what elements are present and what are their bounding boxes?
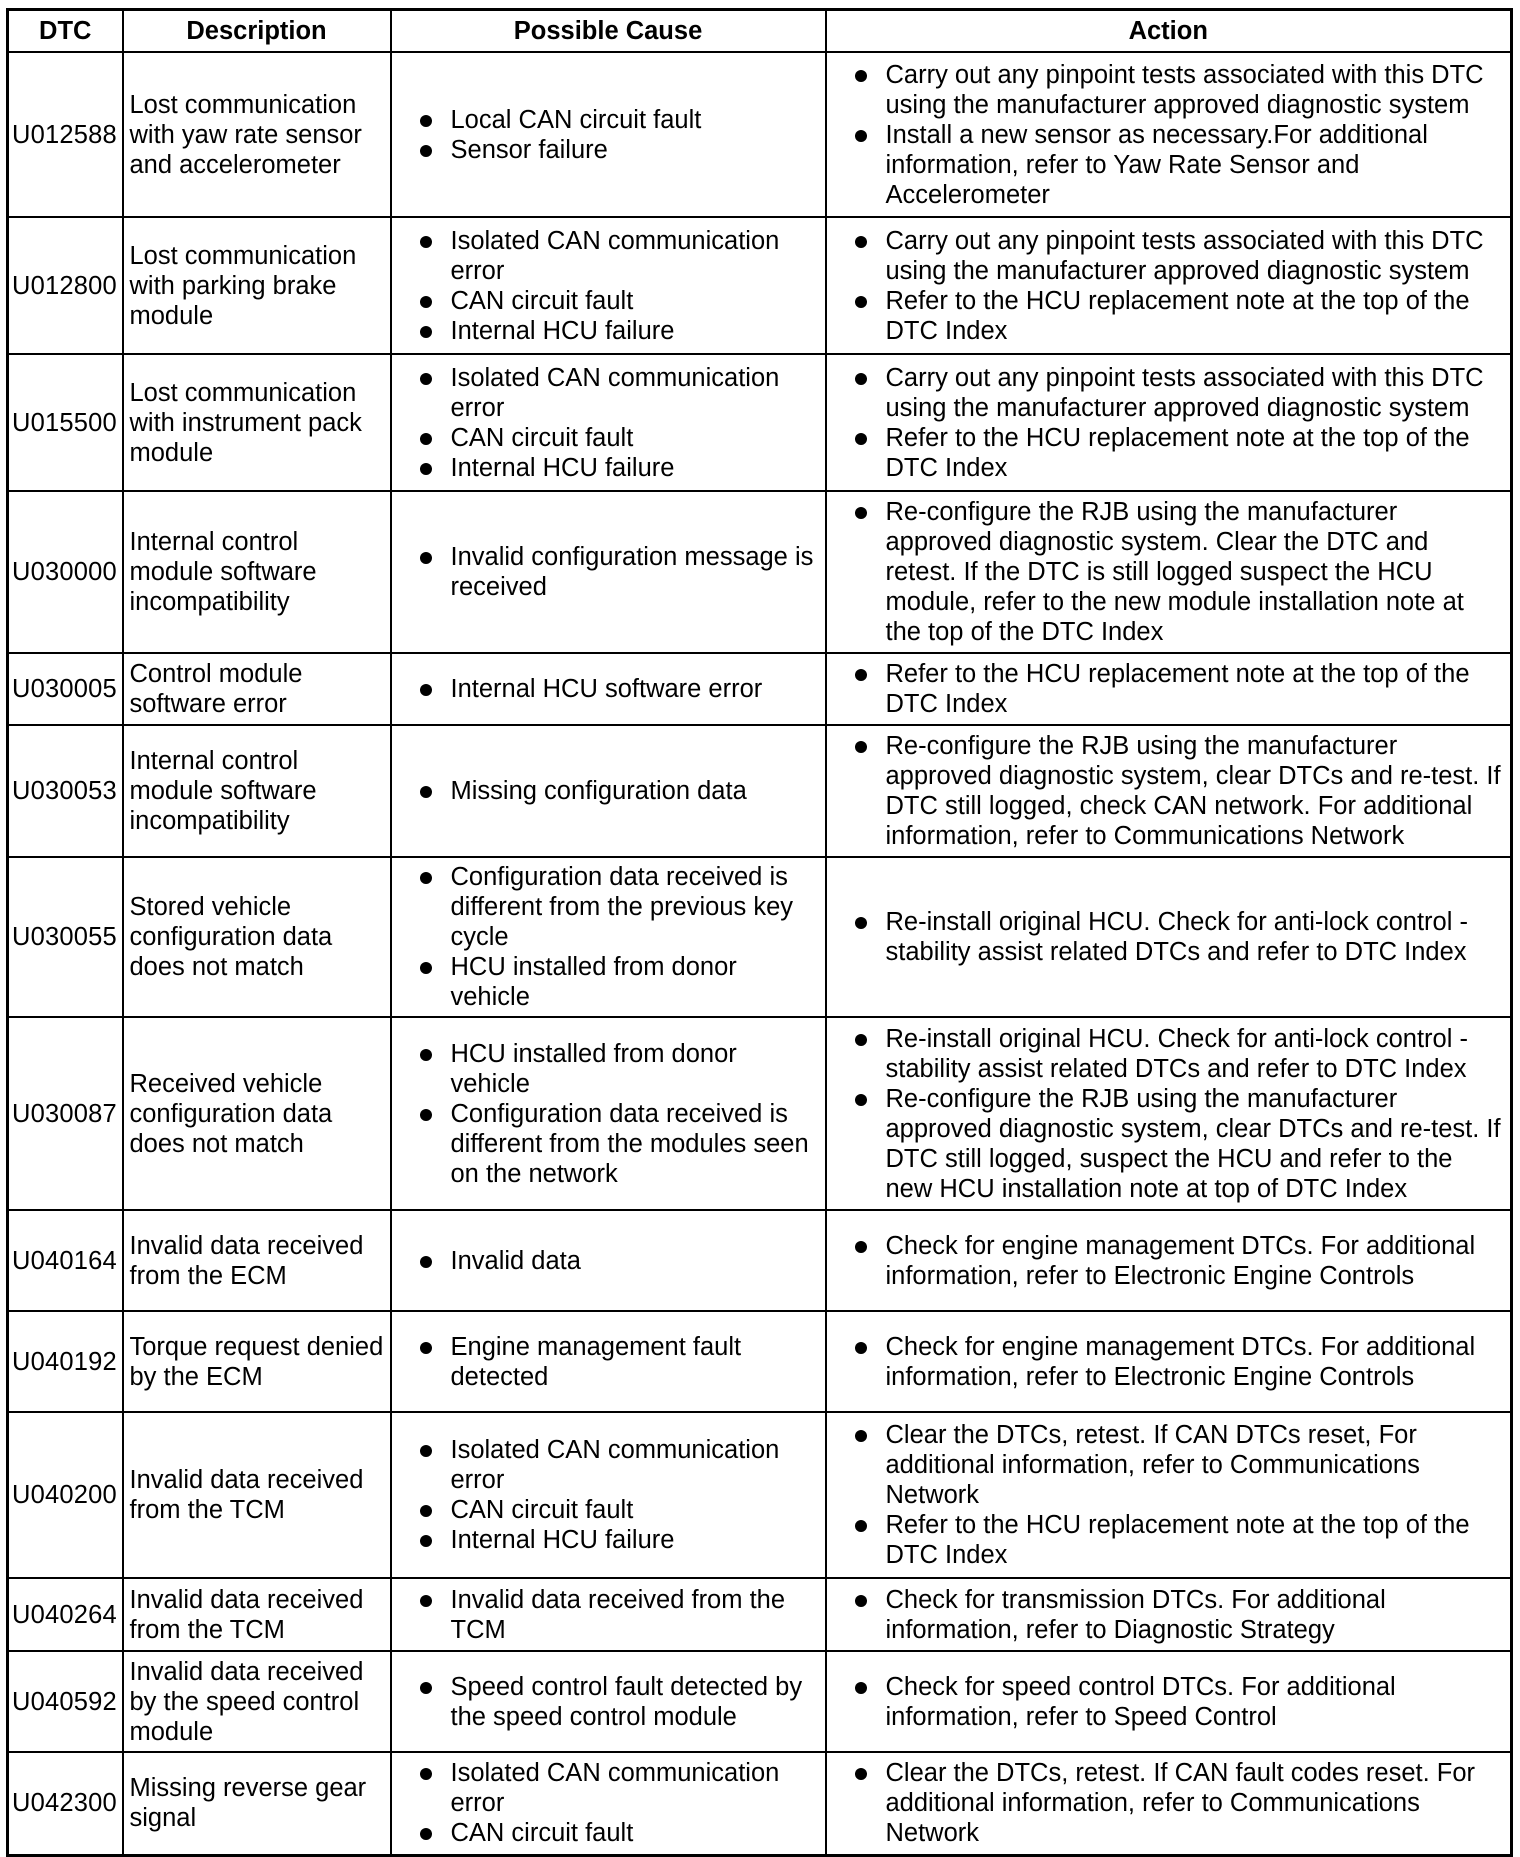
dtc-table — [6, 8, 1513, 1857]
action-list — [833, 363, 1507, 483]
action-list — [833, 226, 1507, 346]
cause-item: Invalid data received from the TCM — [398, 1585, 821, 1645]
table-body — [8, 52, 1512, 1855]
action-list — [833, 1672, 1507, 1732]
dtc-code: U042300 — [8, 1752, 123, 1855]
table-row — [8, 857, 1512, 1017]
table-row — [8, 217, 1512, 354]
cause-item: Internal HCU failure — [398, 1525, 821, 1555]
action-cell — [826, 725, 1512, 857]
table-row — [8, 1210, 1512, 1311]
cause-list — [398, 1246, 821, 1276]
dtc-code: U040164 — [8, 1210, 123, 1311]
dtc-description: Invalid data received by the speed control module — [123, 1651, 391, 1752]
table-row — [8, 1017, 1512, 1210]
action-item: Clear the DTCs, retest. If CAN fault codes reset. For additional information, refer to Communications Network — [833, 1758, 1507, 1848]
cause-item: Missing configuration data — [398, 776, 821, 806]
action-cell — [826, 1578, 1512, 1651]
table-row — [8, 725, 1512, 857]
action-cell — [826, 1210, 1512, 1311]
action-cell — [826, 217, 1512, 354]
dtc-code: U030087 — [8, 1017, 123, 1210]
cause-item: Local CAN circuit fault — [398, 105, 821, 135]
action-list — [833, 1420, 1507, 1570]
action-list — [833, 1024, 1507, 1204]
possible-cause-cell — [391, 1752, 826, 1855]
dtc-code: U015500 — [8, 354, 123, 491]
table-row — [8, 1412, 1512, 1578]
dtc-description: Invalid data received from the ECM — [123, 1210, 391, 1311]
cause-list — [398, 1758, 821, 1848]
dtc-description: Missing reverse gear signal — [123, 1752, 391, 1855]
table-row — [8, 354, 1512, 491]
table-row — [8, 653, 1512, 725]
action-cell — [826, 491, 1512, 653]
cause-item: CAN circuit fault — [398, 1495, 821, 1525]
header-dtc: DTC — [8, 10, 123, 53]
dtc-code: U030005 — [8, 653, 123, 725]
action-item: Refer to the HCU replacement note at the top of the DTC Index — [833, 659, 1507, 719]
possible-cause-cell — [391, 1651, 826, 1752]
cause-item: Internal HCU failure — [398, 453, 821, 483]
dtc-description: Lost communication with yaw rate sensor and accelerometer — [123, 52, 391, 217]
cause-item: Configuration data received is different from the previous key cycle — [398, 862, 821, 952]
cause-item: CAN circuit fault — [398, 423, 821, 453]
action-list — [833, 659, 1507, 719]
action-list — [833, 60, 1507, 210]
possible-cause-cell — [391, 857, 826, 1017]
table-row — [8, 1578, 1512, 1651]
action-item: Clear the DTCs, retest. If CAN DTCs reset, For additional information, refer to Communications Network — [833, 1420, 1507, 1510]
possible-cause-cell — [391, 1210, 826, 1311]
dtc-description: Internal control module software incompatibility — [123, 725, 391, 857]
possible-cause-cell — [391, 1578, 826, 1651]
cause-list — [398, 1332, 821, 1392]
action-item: Carry out any pinpoint tests associated with this DTC using the manufacturer approved diagnostic system — [833, 363, 1507, 423]
action-item: Refer to the HCU replacement note at the top of the DTC Index — [833, 286, 1507, 346]
cause-item: Invalid configuration message is received — [398, 542, 821, 602]
table-row — [8, 1752, 1512, 1855]
cause-item: Invalid data — [398, 1246, 821, 1276]
dtc-code: U040192 — [8, 1311, 123, 1412]
cause-item: Sensor failure — [398, 135, 821, 165]
action-cell — [826, 1017, 1512, 1210]
dtc-description: Control module software error — [123, 653, 391, 725]
table-row — [8, 1311, 1512, 1412]
cause-item: CAN circuit fault — [398, 286, 821, 316]
cause-list — [398, 1672, 821, 1732]
dtc-description: Torque request denied by the ECM — [123, 1311, 391, 1412]
dtc-code: U040592 — [8, 1651, 123, 1752]
action-cell — [826, 857, 1512, 1017]
cause-list — [398, 363, 821, 483]
table-row — [8, 491, 1512, 653]
cause-item: CAN circuit fault — [398, 1818, 821, 1848]
cause-item: Isolated CAN communication error — [398, 1758, 821, 1818]
header-possible-cause: Possible Cause — [391, 10, 826, 53]
dtc-description: Invalid data received from the TCM — [123, 1412, 391, 1578]
dtc-description: Internal control module software incompatibility — [123, 491, 391, 653]
action-cell — [826, 354, 1512, 491]
dtc-code: U012800 — [8, 217, 123, 354]
dtc-description: Received vehicle configuration data does not match — [123, 1017, 391, 1210]
action-list — [833, 1585, 1507, 1645]
cause-item: Engine management fault detected — [398, 1332, 821, 1392]
cause-list — [398, 674, 821, 704]
action-item: Re-configure the RJB using the manufacturer approved diagnostic system, clear DTCs and re-test. If DTC still logged, suspect the HCU and refer to the new HCU installation note at top of DTC Index — [833, 1084, 1507, 1204]
dtc-code: U030053 — [8, 725, 123, 857]
dtc-code: U040264 — [8, 1578, 123, 1651]
action-cell — [826, 1311, 1512, 1412]
cause-item: HCU installed from donor vehicle — [398, 952, 821, 1012]
dtc-description: Invalid data received from the TCM — [123, 1578, 391, 1651]
table-row — [8, 52, 1512, 217]
table-header-row — [8, 10, 1512, 53]
cause-list — [398, 226, 821, 346]
action-item: Carry out any pinpoint tests associated with this DTC using the manufacturer approved diagnostic system — [833, 60, 1507, 120]
cause-item: Isolated CAN communication error — [398, 1435, 821, 1495]
cause-list — [398, 542, 821, 602]
possible-cause-cell — [391, 217, 826, 354]
action-cell — [826, 1651, 1512, 1752]
dtc-code: U012588 — [8, 52, 123, 217]
action-cell — [826, 1752, 1512, 1855]
action-item: Re-configure the RJB using the manufacturer approved diagnostic system, clear DTCs and re-test. If DTC still logged, check CAN network. For additional information, refer to Communications Network — [833, 731, 1507, 851]
cause-item: HCU installed from donor vehicle — [398, 1039, 821, 1099]
action-item: Check for speed control DTCs. For additional information, refer to Speed Control — [833, 1672, 1507, 1732]
action-item: Carry out any pinpoint tests associated with this DTC using the manufacturer approved diagnostic system — [833, 226, 1507, 286]
cause-item: Internal HCU software error — [398, 674, 821, 704]
dtc-code: U030055 — [8, 857, 123, 1017]
action-cell — [826, 1412, 1512, 1578]
header-action: Action — [826, 10, 1512, 53]
action-item: Re-install original HCU. Check for anti-lock control - stability assist related DTCs and refer to DTC Index — [833, 1024, 1507, 1084]
dtc-description: Lost communication with instrument pack module — [123, 354, 391, 491]
cause-list — [398, 1585, 821, 1645]
cause-item: Speed control fault detected by the speed control module — [398, 1672, 821, 1732]
dtc-description: Lost communication with parking brake module — [123, 217, 391, 354]
dtc-table-page — [6, 8, 1510, 1857]
possible-cause-cell — [391, 1412, 826, 1578]
action-list — [833, 731, 1507, 851]
action-item: Check for engine management DTCs. For additional information, refer to Electronic Engine Controls — [833, 1231, 1507, 1291]
possible-cause-cell — [391, 52, 826, 217]
cause-list — [398, 1435, 821, 1555]
action-list — [833, 497, 1507, 647]
action-item: Check for transmission DTCs. For additional information, refer to Diagnostic Strategy — [833, 1585, 1507, 1645]
dtc-code: U040200 — [8, 1412, 123, 1578]
action-item: Re-configure the RJB using the manufacturer approved diagnostic system. Clear the DTC and retest. If the DTC is still logged suspect the HCU module, refer to the new module installation note at the top of the DTC Index — [833, 497, 1507, 647]
possible-cause-cell — [391, 1017, 826, 1210]
dtc-description: Stored vehicle configuration data does not match — [123, 857, 391, 1017]
action-item: Check for engine management DTCs. For additional information, refer to Electronic Engine Controls — [833, 1332, 1507, 1392]
action-item: Refer to the HCU replacement note at the top of the DTC Index — [833, 1510, 1507, 1570]
possible-cause-cell — [391, 1311, 826, 1412]
possible-cause-cell — [391, 725, 826, 857]
cause-list — [398, 776, 821, 806]
action-list — [833, 1758, 1507, 1848]
cause-list — [398, 105, 821, 165]
action-item: Refer to the HCU replacement note at the top of the DTC Index — [833, 423, 1507, 483]
dtc-code: U030000 — [8, 491, 123, 653]
cause-item: Configuration data received is different from the modules seen on the network — [398, 1099, 821, 1189]
action-cell — [826, 52, 1512, 217]
cause-list — [398, 1039, 821, 1189]
cause-list — [398, 862, 821, 1012]
cause-item: Isolated CAN communication error — [398, 226, 821, 286]
header-description: Description — [123, 10, 391, 53]
cause-item: Internal HCU failure — [398, 316, 821, 346]
table-row — [8, 1651, 1512, 1752]
action-list — [833, 1332, 1507, 1392]
action-list — [833, 1231, 1507, 1291]
action-item: Install a new sensor as necessary.For additional information, refer to Yaw Rate Sensor and Accelerometer — [833, 120, 1507, 210]
action-item: Re-install original HCU. Check for anti-lock control - stability assist related DTCs and refer to DTC Index — [833, 907, 1507, 967]
possible-cause-cell — [391, 491, 826, 653]
action-list — [833, 907, 1507, 967]
possible-cause-cell — [391, 653, 826, 725]
possible-cause-cell — [391, 354, 826, 491]
cause-item: Isolated CAN communication error — [398, 363, 821, 423]
action-cell — [826, 653, 1512, 725]
